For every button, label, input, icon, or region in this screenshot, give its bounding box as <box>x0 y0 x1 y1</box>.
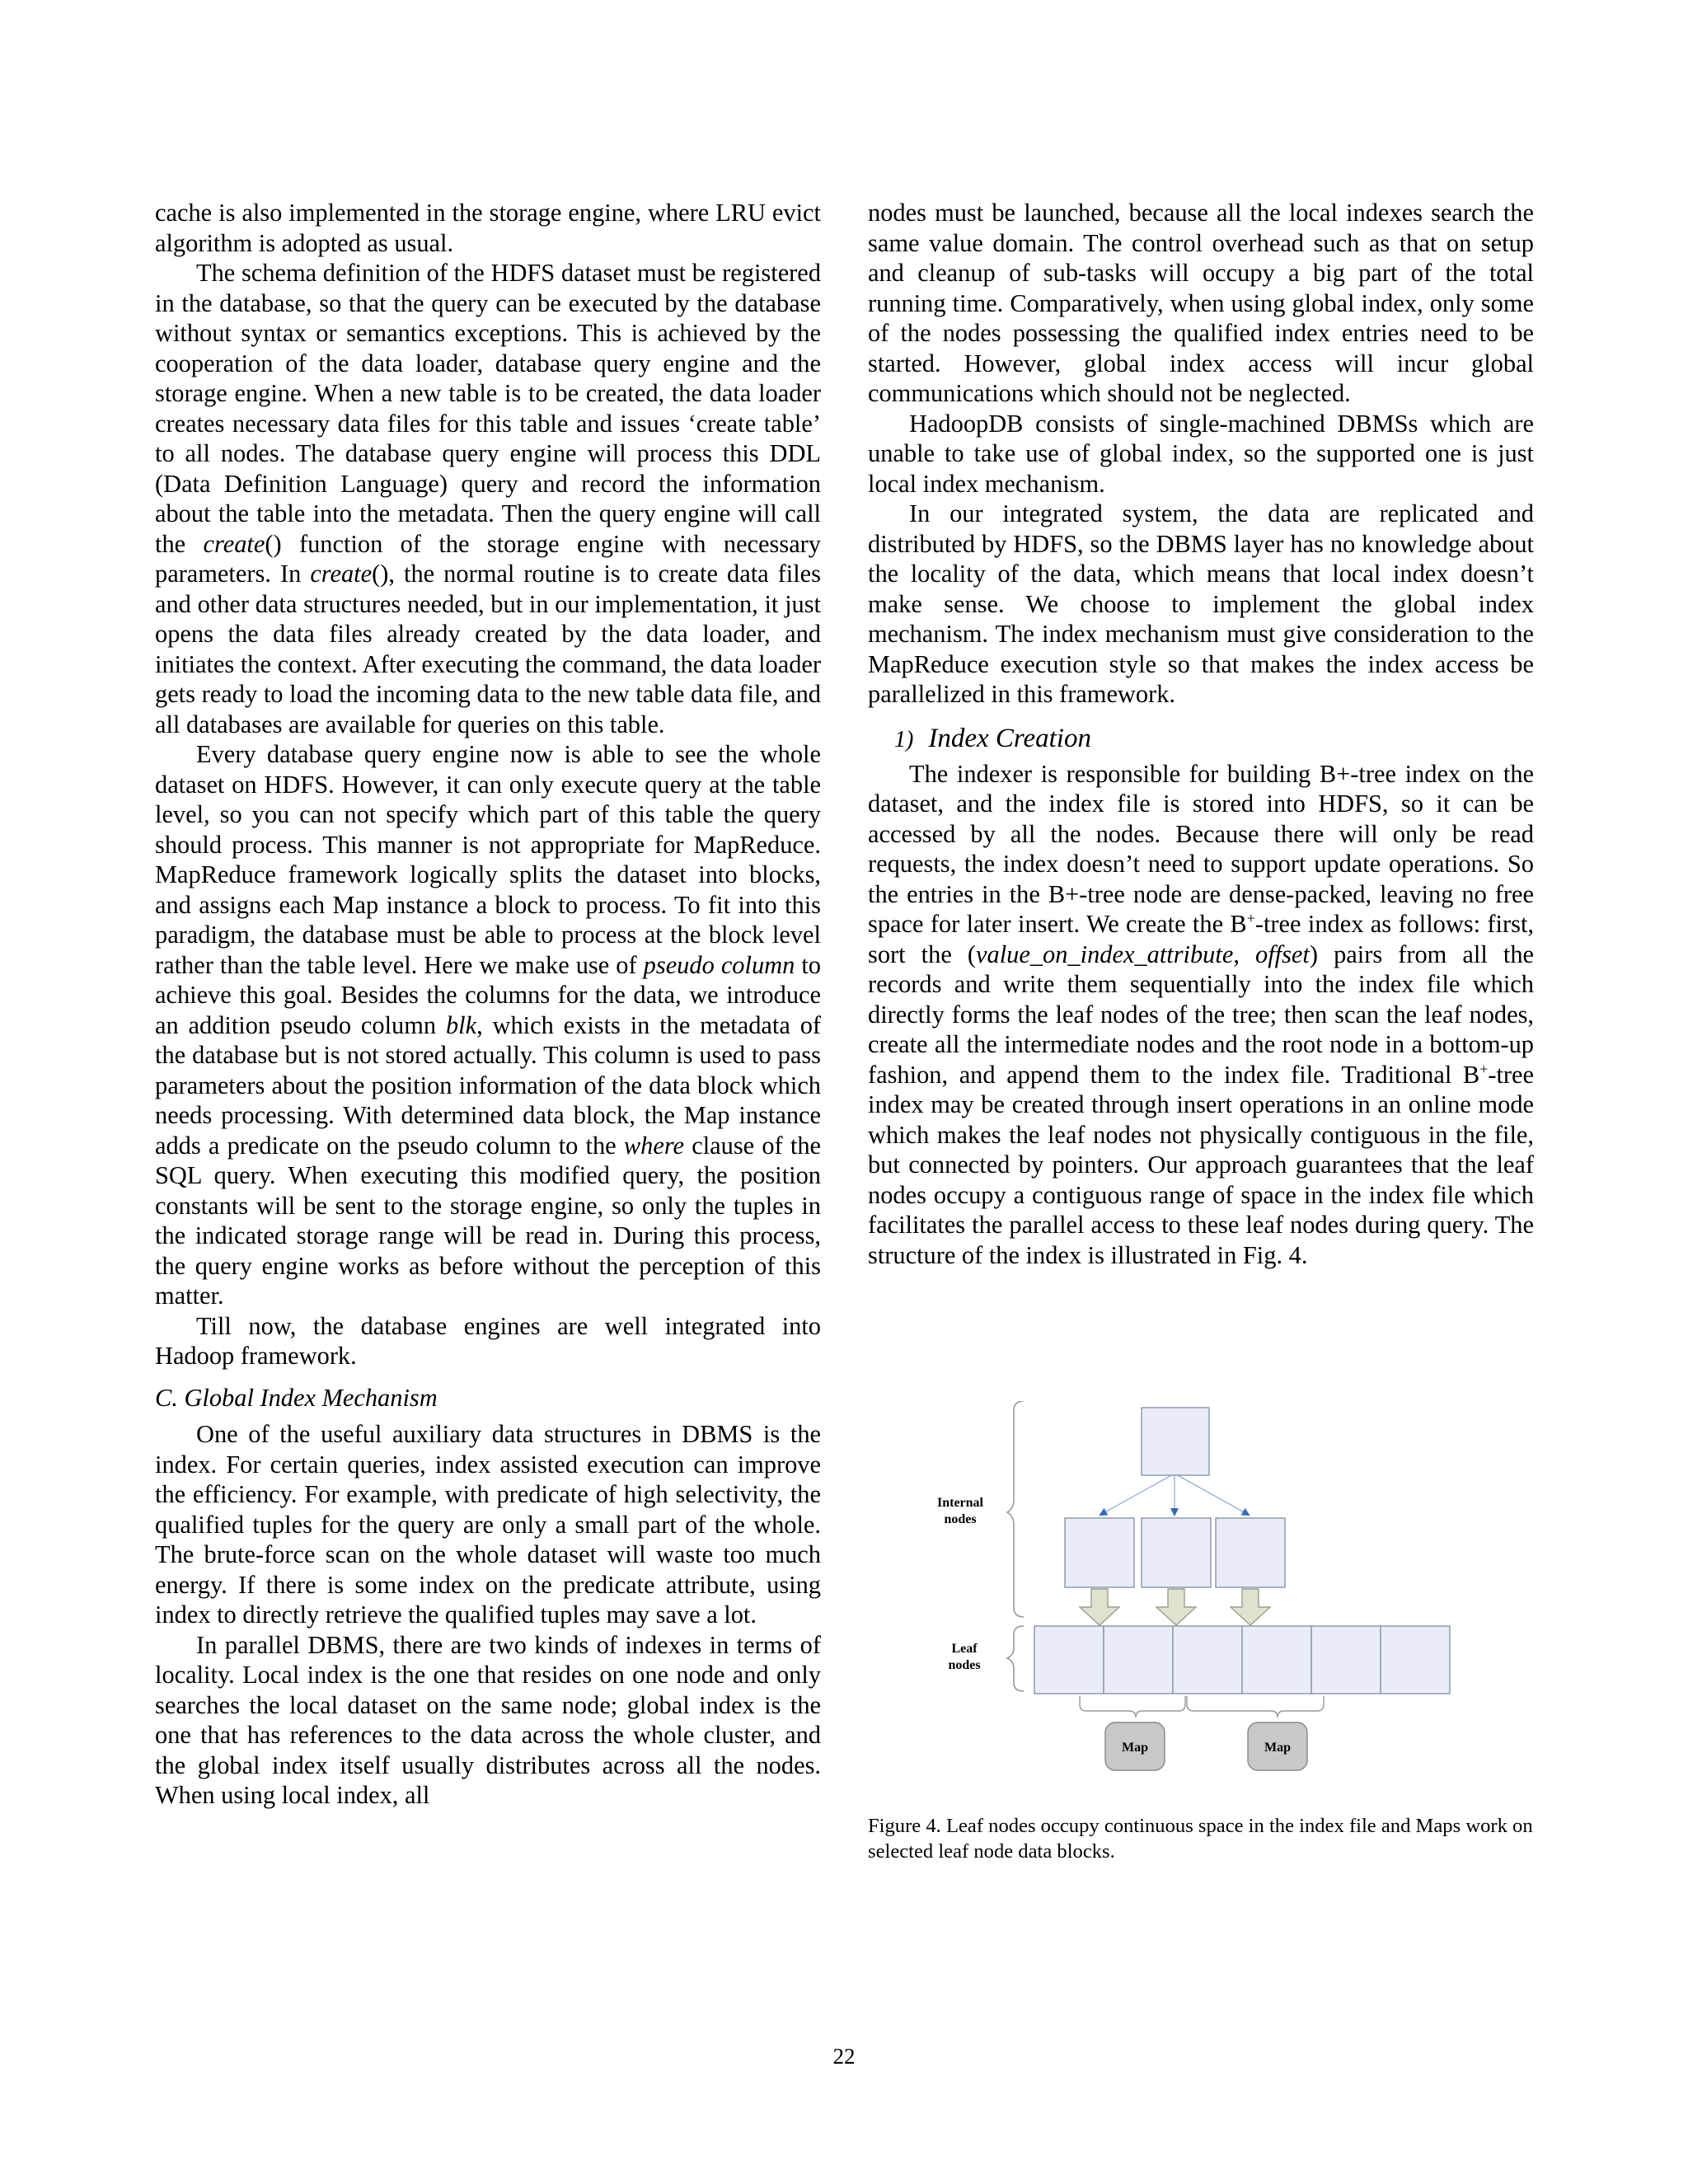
map-1-brace <box>1080 1696 1185 1718</box>
paragraph: One of the useful auxiliary data structures in DBMS is the index. For certain queries, index assisted execution can improve the efficiency. For example, with predicate of high selectivity, the qualified tuples for the query are only a small part of the whole. The brute-force scan on the whole dataset will waste too much energy. If there is some index on the predicate attribute, using index to directly retrieve the qualified tuples may save a lot. <box>155 1420 821 1629</box>
leaf-node <box>1173 1626 1242 1694</box>
bplus-tree-diagram <box>931 1401 1492 1788</box>
paragraph: HadoopDB consists of single-machined DBMSs which are unable to take use of global index, so the supported one is just local index mechanism. <box>868 409 1534 498</box>
internal-node <box>1142 1518 1211 1587</box>
map-label: Map <box>1122 1741 1148 1755</box>
leaf-nodes-brace <box>1007 1626 1024 1691</box>
leaf-nodes-label: nodes <box>948 1658 981 1672</box>
figure-caption: Figure 4. Leaf nodes occupy continuous space in the index file and Maps work on selected leaf node data blocks. <box>868 1815 1533 1863</box>
root-node <box>1142 1408 1209 1475</box>
section-heading: C. Global Index Mechanism <box>155 1383 438 1412</box>
internal-node <box>1065 1518 1134 1587</box>
internal-nodes-brace <box>1007 1401 1024 1617</box>
paragraph: In parallel DBMS, there are two kinds of indexes in terms of locality. Local index is the one that resides on one node and only searches the local dataset on the same node; global index is the one that has references to the data across the whole cluster, and the global index itself usually distributes across all the nodes. When using local index, all <box>155 1630 821 1809</box>
paragraph: cache is also implemented in the storage engine, where LRU evict algorithm is adopted as usual. <box>155 199 821 257</box>
block-arrow <box>1080 1589 1119 1625</box>
paragraph: nodes must be launched, because all the local indexes search the same value domain. The control overhead such as that on setup and cleanup of sub-tasks will occupy a big part of the total running time. Comparatively, when using global index, only some of the nodes possessing the qualified index entries need to be started. However, global index access will incur global communications which should not be neglected. <box>868 199 1534 407</box>
block-arrow <box>1231 1589 1270 1625</box>
leaf-node <box>1311 1626 1381 1694</box>
right-column <box>868 198 1534 1270</box>
leaf-node <box>1242 1626 1311 1694</box>
subsection-heading: 1) Index Creation <box>894 723 1091 753</box>
pointer-line <box>1100 1474 1175 1515</box>
paragraph: Till now, the database engines are well integrated into Hadoop framework. <box>155 1311 821 1370</box>
map-2-brace <box>1187 1696 1324 1718</box>
internal-nodes-label: nodes <box>944 1512 977 1526</box>
leaf-nodes-label: Leaf <box>951 1642 978 1656</box>
paragraph: The schema definition of the HDFS dataset must be registered in the database, so that the query can be executed by the database without syntax or semantics exceptions. This is achieved by the cooperation of the data loader, database query engine and the storage engine. When a new table is to be created, the data loader creates necessary data files for this table and issues ‘create table’ to all nodes. The database query engine will process this DDL (Data Definition Language) query and record the information about the table into the metadata. Then the query engine will call the create() function of the storage engine with necessary parameters. In create(), the normal routine is to create data files and other data structures needed, but in our implementation, it just opens the data files already created by the data loader, and initiates the context. After executing the command, the data loader gets ready to load the incoming data to the new table data file, and all databases are available for queries on this table. <box>155 259 821 738</box>
leaf-node <box>1104 1626 1173 1694</box>
paragraph: The indexer is responsible for building B+-tree index on the dataset, and the index file is stored into HDFS, so it can be accessed by all the nodes. Because there will only be read requests, the index doesn’t need to support update operations. So the entries in the B+-tree node are dense-packed, leaving no free space for later insert. We create the B+-tree index as follows: first, sort the (value_on_index_attribute, offset) pairs from all the records and write them sequentially into the index file which directly forms the leaf nodes of the tree; then scan the leaf nodes, create all the intermediate nodes and the root node in a bottom-up fashion, and append them to the index file. Traditional B+-tree index may be created through insert operations in an online mode which makes the leaf nodes not physically contiguous in the file, but connected by pointers. Our approach guarantees that the leaf nodes occupy a contiguous range of space in the index file which facilitates the parallel access to these leaf nodes during query. The structure of the index is illustrated in Fig. 4. <box>868 759 1535 1269</box>
pointer-line <box>1175 1474 1249 1515</box>
leaf-node <box>1034 1626 1104 1694</box>
internal-node <box>1216 1518 1285 1587</box>
figure-4-diagram <box>931 1401 1492 1788</box>
left-column <box>155 198 821 1811</box>
paragraph: Every database query engine now is able to see the whole dataset on HDFS. However, it can only execute query at the table level, so you can not specify which part of this table the query should process. This manner is not appropriate for MapReduce. MapReduce framework logically splits the dataset into blocks, and assigns each Map instance a block to process. To fit into this paradigm, the database must be able to process at the block level rather than the table level. Here we make use of pseudo column to achieve this goal. Besides the columns for the data, we introduce an addition pseudo column blk, which exists in the metadata of the database but is not stored actually. This column is used to pass parameters about the position information of the data block which needs processing. With determined data block, the Map instance adds a predicate on the pseudo column to the where clause of the SQL query. When executing this modified query, the position constants will be sent to the storage engine, so only the tuples in the indicated storage range will be read in. During this process, the query engine works as before without the perception of this matter. <box>155 740 822 1310</box>
internal-nodes-label: Internal <box>937 1496 983 1510</box>
paragraph: In our integrated system, the data are replicated and distributed by HDFS, so the DBMS layer has no knowledge about the locality of the data, which means that local index doesn’t make sense. We choose to implement the global index mechanism. The index mechanism must give consideration to the MapReduce execution style so that makes the index access be parallelized in this framework. <box>868 499 1534 708</box>
block-arrow <box>1156 1589 1196 1625</box>
leaf-node <box>1381 1626 1450 1694</box>
page-number: 22 <box>832 2044 856 2069</box>
map-label: Map <box>1264 1741 1291 1755</box>
